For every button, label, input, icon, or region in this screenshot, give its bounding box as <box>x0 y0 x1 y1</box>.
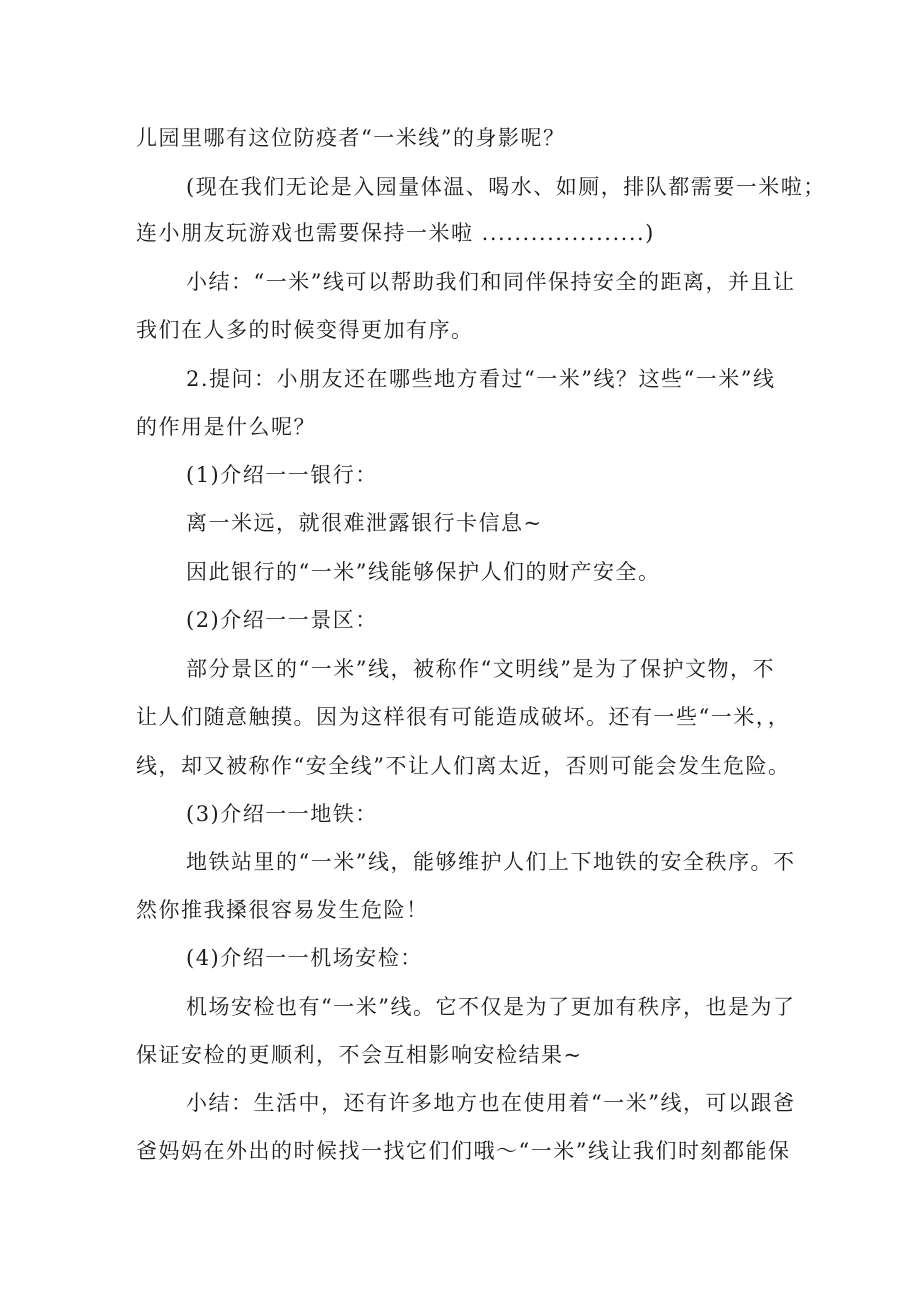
text-line: (1)介绍一一银行： <box>186 463 378 487</box>
text-line: 小结：生活中，还有许多地方也在使用着“一米”线，可以跟爸 <box>186 1091 796 1115</box>
text-line: (2)介绍一一景区： <box>186 608 378 632</box>
text-line: 儿园里哪有这位防疫者“一米线”的身影呢？ <box>136 126 566 150</box>
text-line: 爸妈妈在外出的时候找一找它们们哦～“一米”线让我们时刻都能保 <box>136 1139 791 1163</box>
text-line: 2.提问：小朋友还在哪些地方看过“一米”线？这些“一米”线 <box>186 367 776 391</box>
text-line: 离一米远，就很难泄露银行卡信息~ <box>186 511 543 535</box>
text-line: (3)介绍一一地铁： <box>186 802 378 826</box>
text-line: 机场安检也有“一米”线。它不仅是为了更加有秩序，也是为了 <box>186 995 796 1019</box>
text-line: 然你推我搡很容易发生危险！ <box>136 898 429 922</box>
text-line: 的作用是什么呢？ <box>136 415 316 439</box>
text-line: 小结：“一米”线可以帮助我们和同伴保持安全的距离，并且让 <box>186 270 796 294</box>
text-line: 线，却又被称作“安全线”不让人们离太近，否则可能会发生危险。 <box>136 754 791 778</box>
text-line: 部分景区的“一米”线，被称作“文明线”是为了保护文物，不 <box>186 657 775 681</box>
text-line: (现在我们无论是入园量体温、喝水、如厕，排队都需要一米啦； <box>186 175 826 199</box>
text-line: 地铁站里的“一米”线，能够维护人们上下地铁的安全秩序。不 <box>186 850 796 874</box>
text-line: 因此银行的“一米”线能够保护人们的财产安全。 <box>186 560 661 584</box>
text-line: 让人们随意触摸。因为这样很有可能造成破坏。还有一些“一米，， <box>136 705 791 729</box>
text-line: 连小朋友玩游戏也需要保持一米啦 ....................) <box>136 221 655 245</box>
text-line: (4)介绍一一机场安检： <box>186 946 423 970</box>
text-line: 保证安检的更顺利，不会互相影响安检结果~ <box>136 1043 583 1067</box>
text-line: 我们在人多的时候变得更加有序。 <box>136 318 474 342</box>
